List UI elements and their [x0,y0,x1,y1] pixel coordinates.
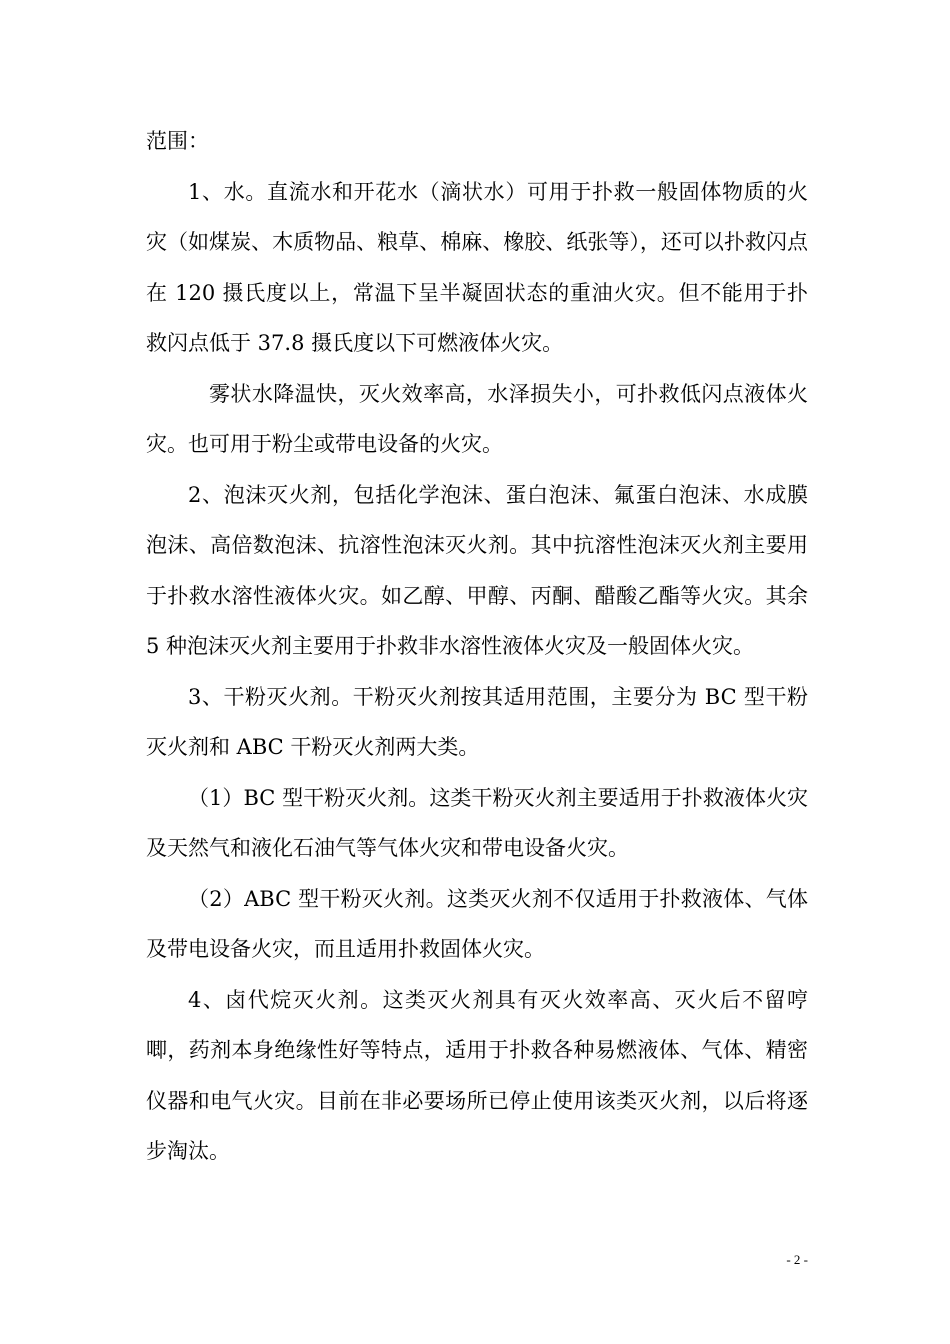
page-number: - 2 - [786,1252,808,1267]
document-body [146,116,808,1177]
paragraph-mist-water: 雾状水降温快，灭火效率高，水泽损失小，可扑救低闪点液体火灾。也可用于粉尘或带电设备的火灾。 [146,381,808,456]
paragraph-halon: 4、卤代烷灭火剂。这类灭火剂具有灭火效率高、灭火后不留哼唧，药剂本身绝缘性好等特点，适用于扑救各种易燃液体、气体、精密仪器和电气火灾。目前在非必要场所已停止使用该类灭火剂，以后将逐步淘汰。 [146,987,808,1163]
paragraph-abc-powder: （2）ABC 型干粉灭火剂。这类灭火剂不仅适用于扑救液体、气体及带电设备火灾，而且适用扑救固体火灾。 [146,886,808,961]
paragraph-scope-heading: 范围： [146,129,209,153]
paragraph-bc-powder: （1）BC 型干粉灭火剂。这类干粉灭火剂主要适用于扑救液体火灾及天然气和液化石油气等气体火灾和带电设备火灾。 [146,785,808,860]
paragraph-foam: 2、泡沫灭火剂，包括化学泡沫、蛋白泡沫、氟蛋白泡沫、水成膜泡沫、高倍数泡沫、抗溶性泡沫灭火剂。其中抗溶性泡沫灭火剂主要用于扑救水溶性液体火灾。如乙醇、甲醇、丙酮、醋酸乙酯等火灾。其余 5 种泡沫灭火剂主要用于扑救非水溶性液体火灾及一般固体火灾。 [146,482,808,658]
paragraph-water: 1、水。直流水和开花水（滴状水）可用于扑救一般固体物质的火灾（如煤炭、木质物品、粮草、棉麻、橡胶、纸张等），还可以扑救闪点在 120 摄氏度以上，常温下呈半凝固状态的重油火灾。但不能用于扑救闪点低于 37.8 摄氏度以下可燃液体火灾。 [146,179,808,355]
paragraph-dry-powder: 3、干粉灭火剂。干粉灭火剂按其适用范围，主要分为 BC 型干粉灭火剂和 ABC 干粉灭火剂两大类。 [146,684,808,759]
